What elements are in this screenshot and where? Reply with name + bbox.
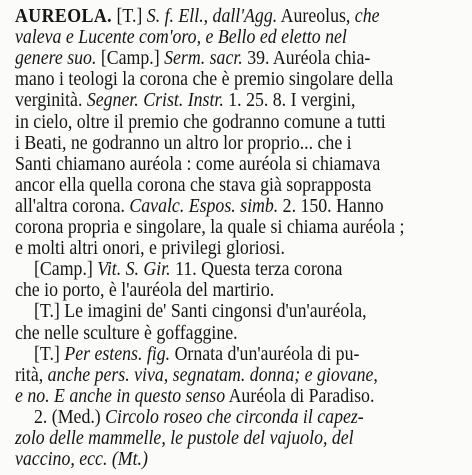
body-text: che io porto, è l'auréola del martirio. bbox=[15, 279, 275, 302]
body-text: [Camp.] bbox=[96, 47, 165, 70]
body-text: Aureolus, bbox=[277, 5, 355, 27]
body-text: che nelle sculture è goffaggine. bbox=[15, 321, 238, 344]
body-text: ancor ella quella corona che stava già soprapposta bbox=[15, 173, 372, 196]
body-text: Santi chiamano auréola : come auréola si chiamava bbox=[15, 152, 381, 175]
body-text: 11. Questa terza corona bbox=[170, 258, 343, 281]
body-text: verginità. bbox=[15, 89, 87, 112]
headword: AUREOLA. bbox=[15, 5, 113, 27]
body-text: [T.] bbox=[112, 5, 147, 27]
italic-text: e no. E anche in questo senso bbox=[15, 384, 226, 407]
body-text: all'altra corona. bbox=[15, 194, 130, 217]
body-text: 39. Auréola chia- bbox=[242, 47, 371, 70]
body-text: [T.] bbox=[34, 342, 65, 365]
italic-text: che bbox=[354, 5, 380, 27]
body-text: 2. (Med.) bbox=[34, 405, 106, 428]
italic-text: zolo delle mammelle, le pustole del vajuolo, del bbox=[15, 427, 354, 449]
body-text: mano i teologi la corona che è premio singolare della bbox=[15, 68, 394, 91]
italic-text: S. f. Ell., dall'Agg. bbox=[146, 5, 278, 27]
body-text: 2. 150. Hanno bbox=[278, 194, 384, 217]
italic-text: vaccino, ecc. (Mt.) bbox=[15, 448, 148, 471]
body-text: corona propria e singolare, la quale si chiama auréola ; bbox=[15, 216, 405, 238]
italic-text: valeva e Lucente com'oro, e Bello ed eletto nel bbox=[15, 26, 347, 49]
italic-text: Vit. S. Gir. bbox=[97, 258, 171, 281]
entry-line bbox=[15, 447, 148, 471]
italic-text: Segner. Crist. Instr. bbox=[86, 89, 224, 112]
italic-text: genere suo. bbox=[15, 47, 97, 70]
body-text: 1. 25. 8. I vergini, bbox=[223, 89, 356, 112]
body-text: e molti altri onori, e privilegi gloriosi. bbox=[15, 237, 285, 260]
body-text: [T.] Le imagini de' Santi cingonsi d'un'auréola, bbox=[34, 300, 367, 323]
body-text: in cielo, oltre il premio che godranno comune a tutti bbox=[15, 110, 386, 133]
body-text: rità, bbox=[15, 363, 48, 386]
body-text: [Camp.] bbox=[34, 258, 98, 281]
body-text: Ornata d'un'auréola di pu- bbox=[170, 342, 360, 365]
italic-text: Circolo roseo che circonda il capez- bbox=[105, 405, 364, 428]
italic-text: Cavalc. Espos. simb. bbox=[129, 194, 279, 217]
italic-text: Per estens. fig. bbox=[64, 342, 171, 365]
italic-text: anche pers. viva, segnatam. donna; e giovane, bbox=[47, 363, 378, 386]
body-text: i Beati, ne godranno un altro lor proprio... che i bbox=[15, 131, 352, 154]
body-text: Auréola di Paradiso. bbox=[225, 384, 375, 407]
italic-text: Serm. sacr. bbox=[164, 47, 243, 70]
